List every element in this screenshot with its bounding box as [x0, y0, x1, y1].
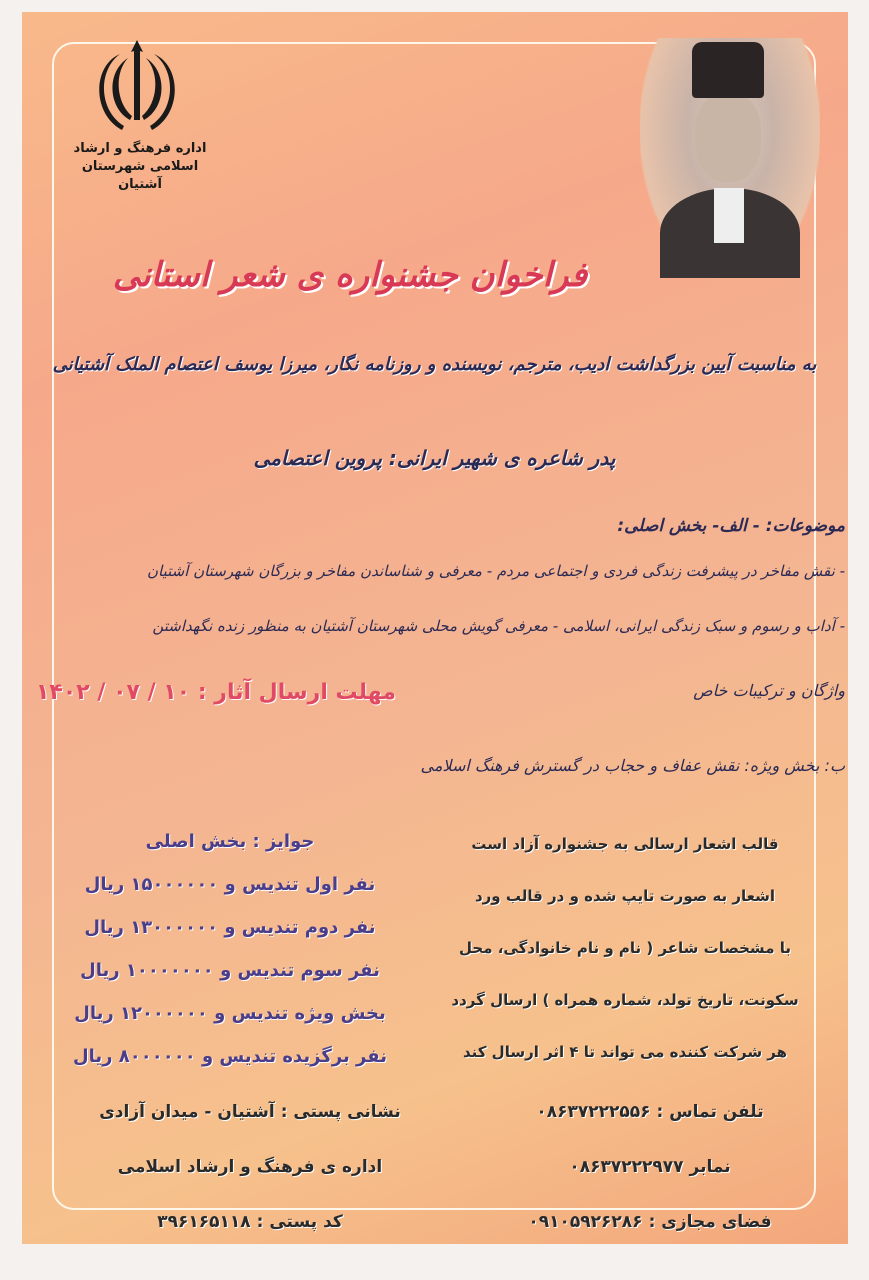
- topic-line-3: واژگان و ترکیبات خاص: [693, 681, 845, 700]
- postal-label: نشانی پستی :: [280, 1102, 401, 1122]
- topic-line-1: - نقش مفاخر در پیشرفت زندگی فردی و اجتماعی مردم - معرفی و شناساندن مفاخر و بزرگان شهرستان آشتیان: [147, 562, 845, 580]
- prize-item: بخش ویژه تندیس و ۱۲۰۰۰۰۰۰ ریال: [74, 1003, 386, 1024]
- rule-item: سکونت، تاریخ تولد، شماره همراه ) ارسال گردد: [451, 991, 799, 1009]
- deadline-label: مهلت ارسال آثار :: [197, 680, 396, 705]
- portrait-face: [695, 94, 761, 182]
- prize-item: نفر سوم تندیس و ۱۰۰۰۰۰۰۰ ریال: [80, 960, 380, 981]
- postal-address: آشتیان - میدان آزادی: [99, 1102, 275, 1122]
- portrait-hat: [692, 42, 764, 98]
- rule-item: اشعار به صورت تایپ شده و در قالب ورد: [474, 887, 776, 905]
- fax-number: ۰۸۶۳۷۲۲۲۹۷۷: [569, 1157, 684, 1177]
- zip-label: کد پستی :: [256, 1212, 343, 1232]
- intro-line2: پدر شاعره ی شهیر ایرانی: پروین اعتصامی: [253, 446, 616, 470]
- rule-item: هر شرکت کننده می تواند تا ۴ اثر ارسال کند: [462, 1043, 788, 1061]
- social-number: ۰۹۱۰۵۹۲۶۲۸۶: [528, 1212, 643, 1232]
- prize-item: نفر دوم تندیس و ۱۳۰۰۰۰۰۰ ریال: [84, 917, 376, 938]
- rule-item: قالب اشعار ارسالی به جشنواره آزاد است: [471, 835, 779, 853]
- intro-line1: به مناسبت آیین بزرگداشت ادیب، مترجم، نویسنده و روزنامه نگار، میرزا یوسف اعتصام الملک آشتیانی: [52, 354, 817, 375]
- fax-row: [480, 1140, 820, 1195]
- prize-item: نفر برگزیده تندیس و ۸۰۰۰۰۰۰ ریال: [73, 1046, 387, 1067]
- rule-item: با مشخصات شاعر ( نام و نام خانوادگی، محل: [459, 939, 791, 957]
- deadline-date: ۱۰ / ۰۷ / ۱۴۰۲: [36, 680, 191, 705]
- contact-info: [480, 1085, 820, 1250]
- social-row: [480, 1195, 820, 1250]
- fax-label: نمابر: [689, 1157, 731, 1177]
- portrait-collar: [714, 188, 744, 243]
- topics-heading: موضوعات: - الف- بخش اصلی:: [617, 516, 845, 536]
- zip-code: ۳۹۶۱۶۵۱۱۸: [157, 1212, 251, 1232]
- iran-emblem-icon: [92, 38, 182, 133]
- organization-name: [60, 140, 220, 194]
- social-label: فضای مجازی :: [648, 1212, 772, 1232]
- postal-row: [70, 1085, 430, 1140]
- portrait-photo: [640, 38, 820, 278]
- prize-item: نفر اول تندیس و ۱۵۰۰۰۰۰۰ ریال: [84, 874, 376, 895]
- address-info: [70, 1085, 430, 1250]
- phone-label: تلفن تماس :: [656, 1102, 764, 1122]
- phone-row: [480, 1085, 820, 1140]
- topic-special: ب: بخش ویژه: نقش عفاف و حجاب در گسترش فرهنگ اسلامی: [420, 756, 845, 775]
- office-name: اداره ی فرهنگ و ارشاد اسلامی: [117, 1157, 383, 1177]
- topic-line-2: - آداب و رسوم و سبک زندگی ایرانی، اسلامی - معرفی گویش محلی شهرستان آشتیان به منظور زنده نگهداشتن: [152, 617, 845, 635]
- organization-line2: اسلامی شهرستان آشتیان: [81, 159, 199, 192]
- prizes-list: [40, 820, 420, 1078]
- zip-row: [70, 1195, 430, 1250]
- phone-number: ۰۸۶۳۷۲۲۲۵۵۶: [536, 1102, 651, 1122]
- submission-rules: [425, 818, 825, 1078]
- organization-line1: اداره فرهنگ و ارشاد: [73, 141, 207, 156]
- prizes-heading: جوایز : بخش اصلی: [145, 831, 315, 852]
- poster-title: فراخوان جشنواره ی شعر استانی: [112, 255, 588, 295]
- deadline: [36, 680, 476, 705]
